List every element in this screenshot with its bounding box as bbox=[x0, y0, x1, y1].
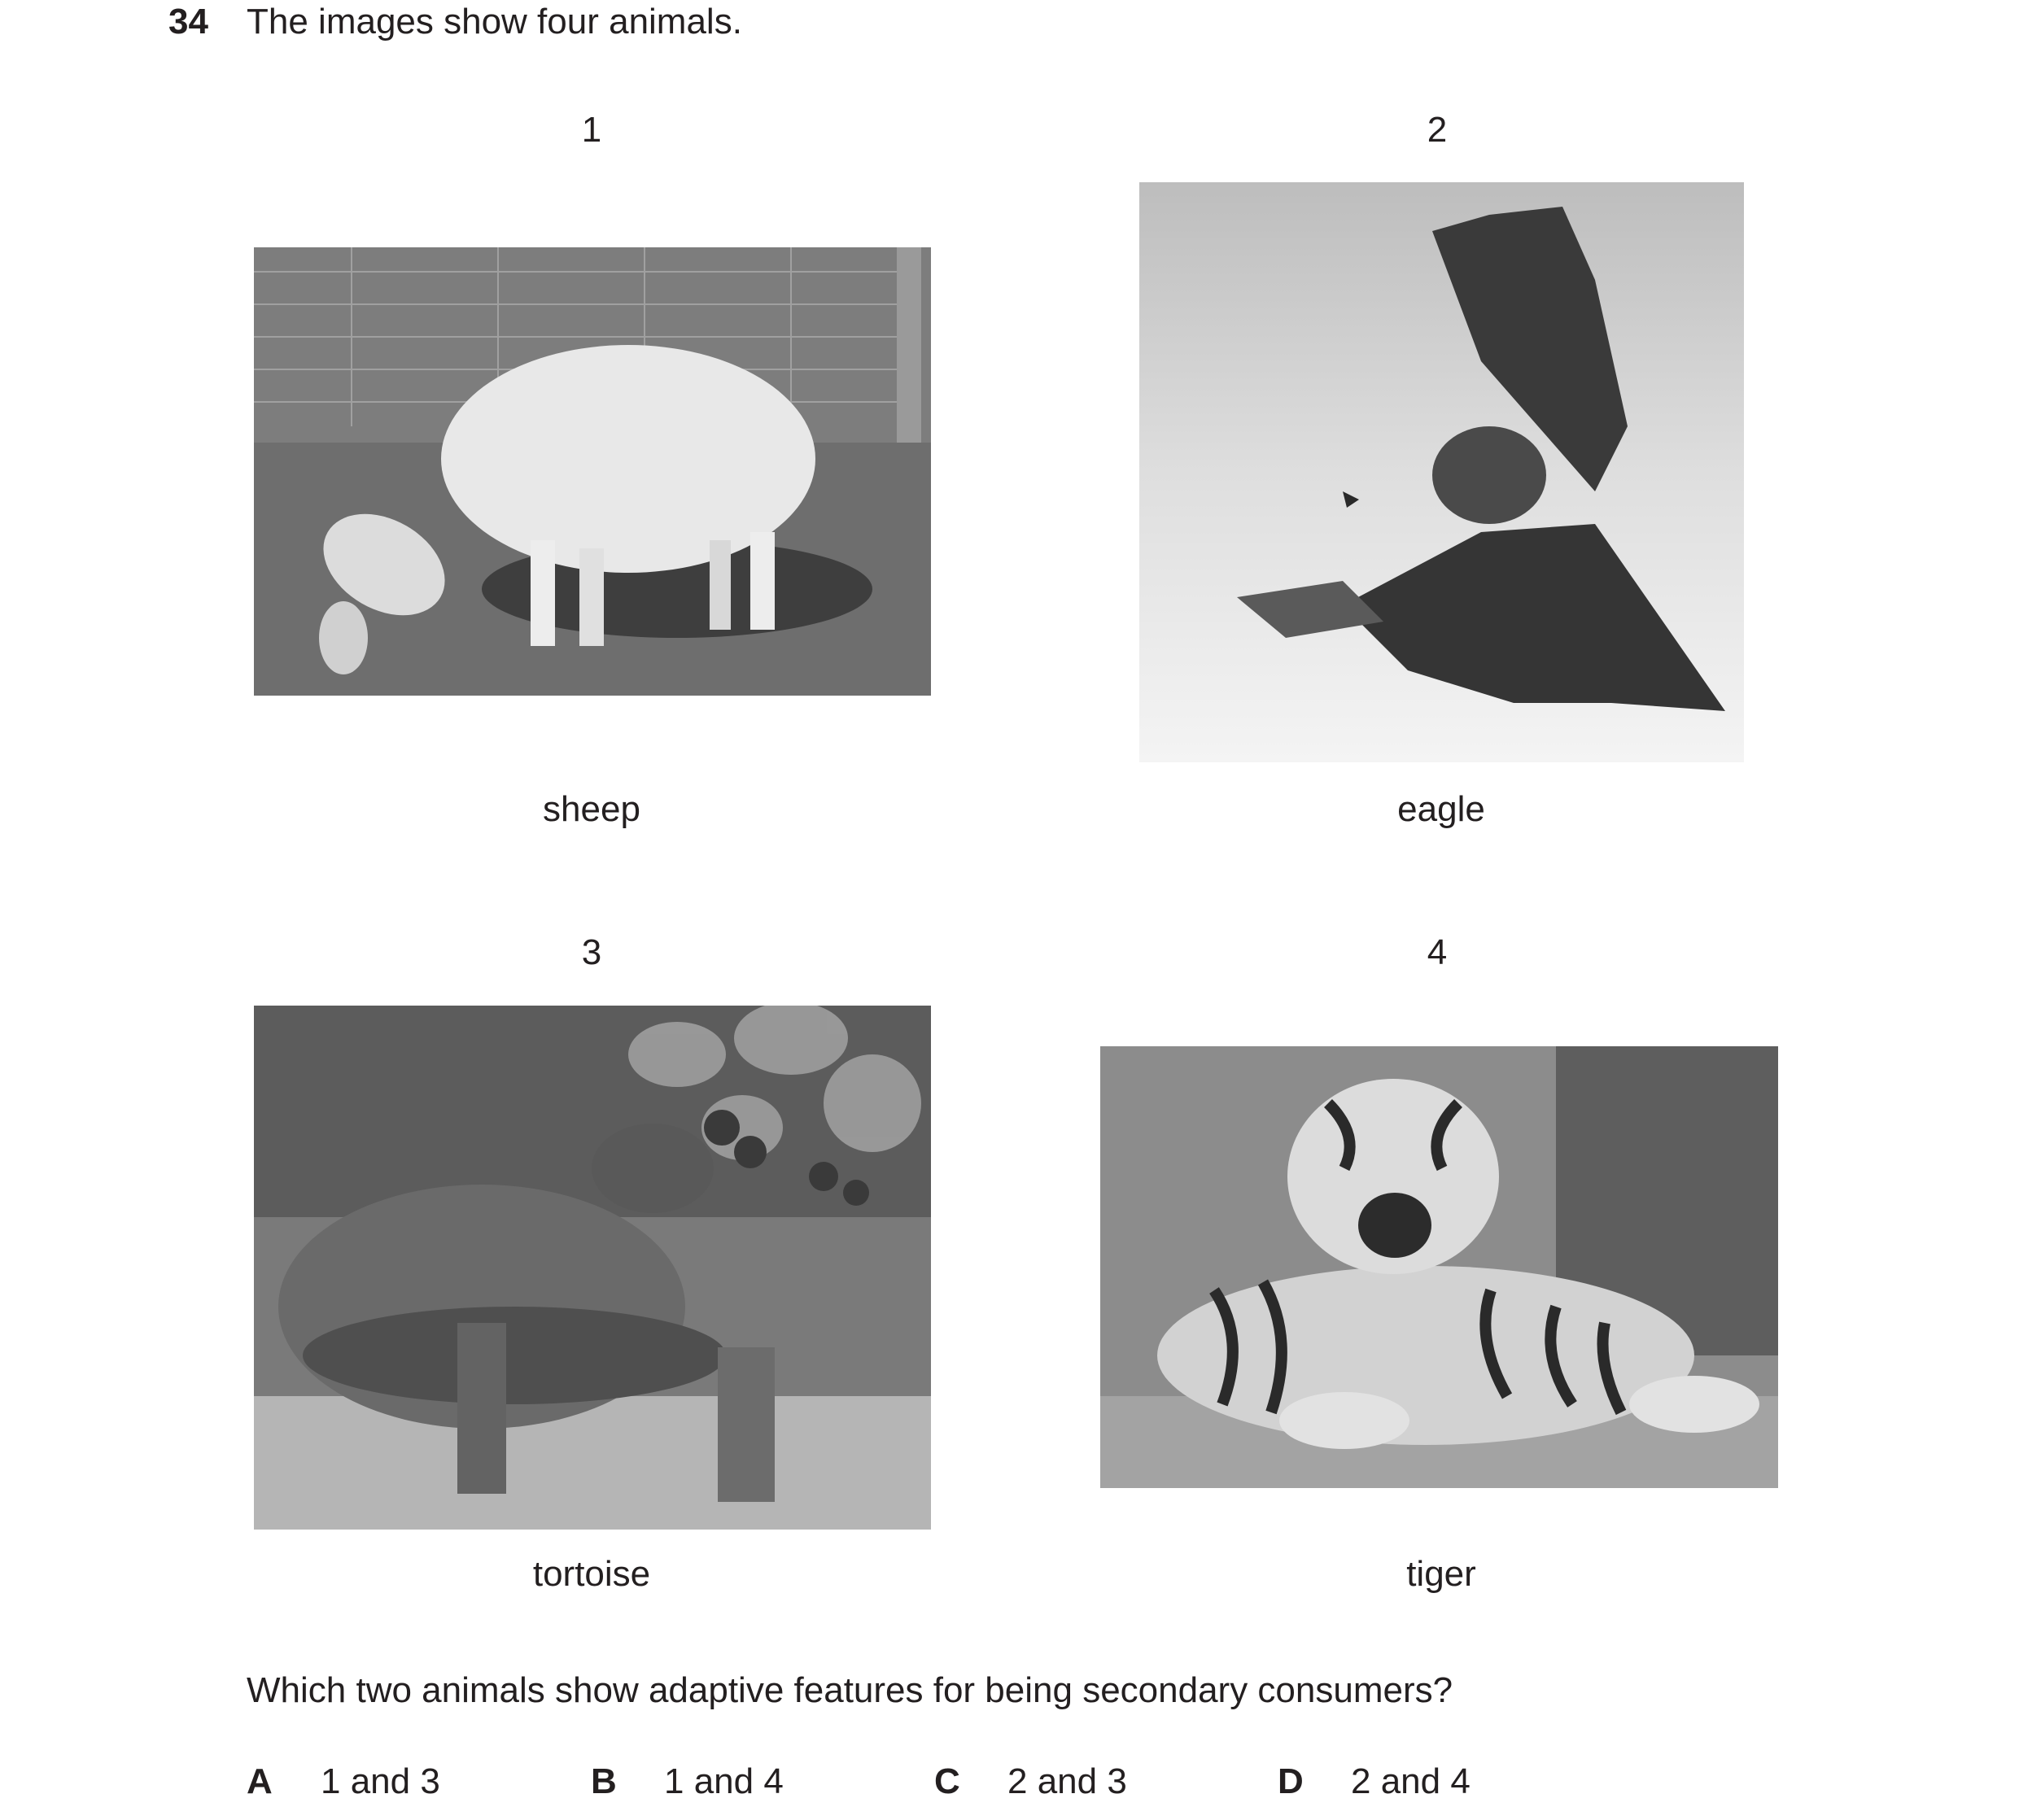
animal-1-number: 1 bbox=[581, 110, 602, 150]
option-b-text[interactable]: 1 and 4 bbox=[664, 1761, 784, 1801]
option-d-text[interactable]: 2 and 4 bbox=[1351, 1761, 1471, 1801]
option-a-text[interactable]: 1 and 3 bbox=[321, 1761, 440, 1801]
option-d-letter[interactable]: D bbox=[1278, 1761, 1304, 1801]
sheep-photo bbox=[254, 247, 931, 696]
question-prompt: Which two animals show adaptive features for being secondary consumers? bbox=[247, 1670, 1453, 1710]
option-b-letter[interactable]: B bbox=[591, 1761, 617, 1801]
option-a-letter[interactable]: A bbox=[247, 1761, 273, 1801]
animal-2-name: eagle bbox=[1397, 789, 1485, 829]
animal-4-number: 4 bbox=[1427, 932, 1448, 972]
question-intro: The images show four animals. bbox=[247, 2, 742, 41]
animal-3-number: 3 bbox=[581, 932, 602, 972]
eagle-photo bbox=[1139, 182, 1744, 762]
animal-3-name: tortoise bbox=[532, 1554, 651, 1594]
animal-1-name: sheep bbox=[543, 789, 640, 829]
option-c-text[interactable]: 2 and 3 bbox=[1007, 1761, 1127, 1801]
tortoise-photo bbox=[254, 1006, 931, 1530]
animal-4-name: tiger bbox=[1406, 1554, 1476, 1594]
tiger-photo bbox=[1100, 1046, 1778, 1488]
animal-2-number: 2 bbox=[1427, 110, 1448, 150]
option-c-letter[interactable]: C bbox=[934, 1761, 960, 1801]
question-number: 34 bbox=[168, 2, 208, 41]
